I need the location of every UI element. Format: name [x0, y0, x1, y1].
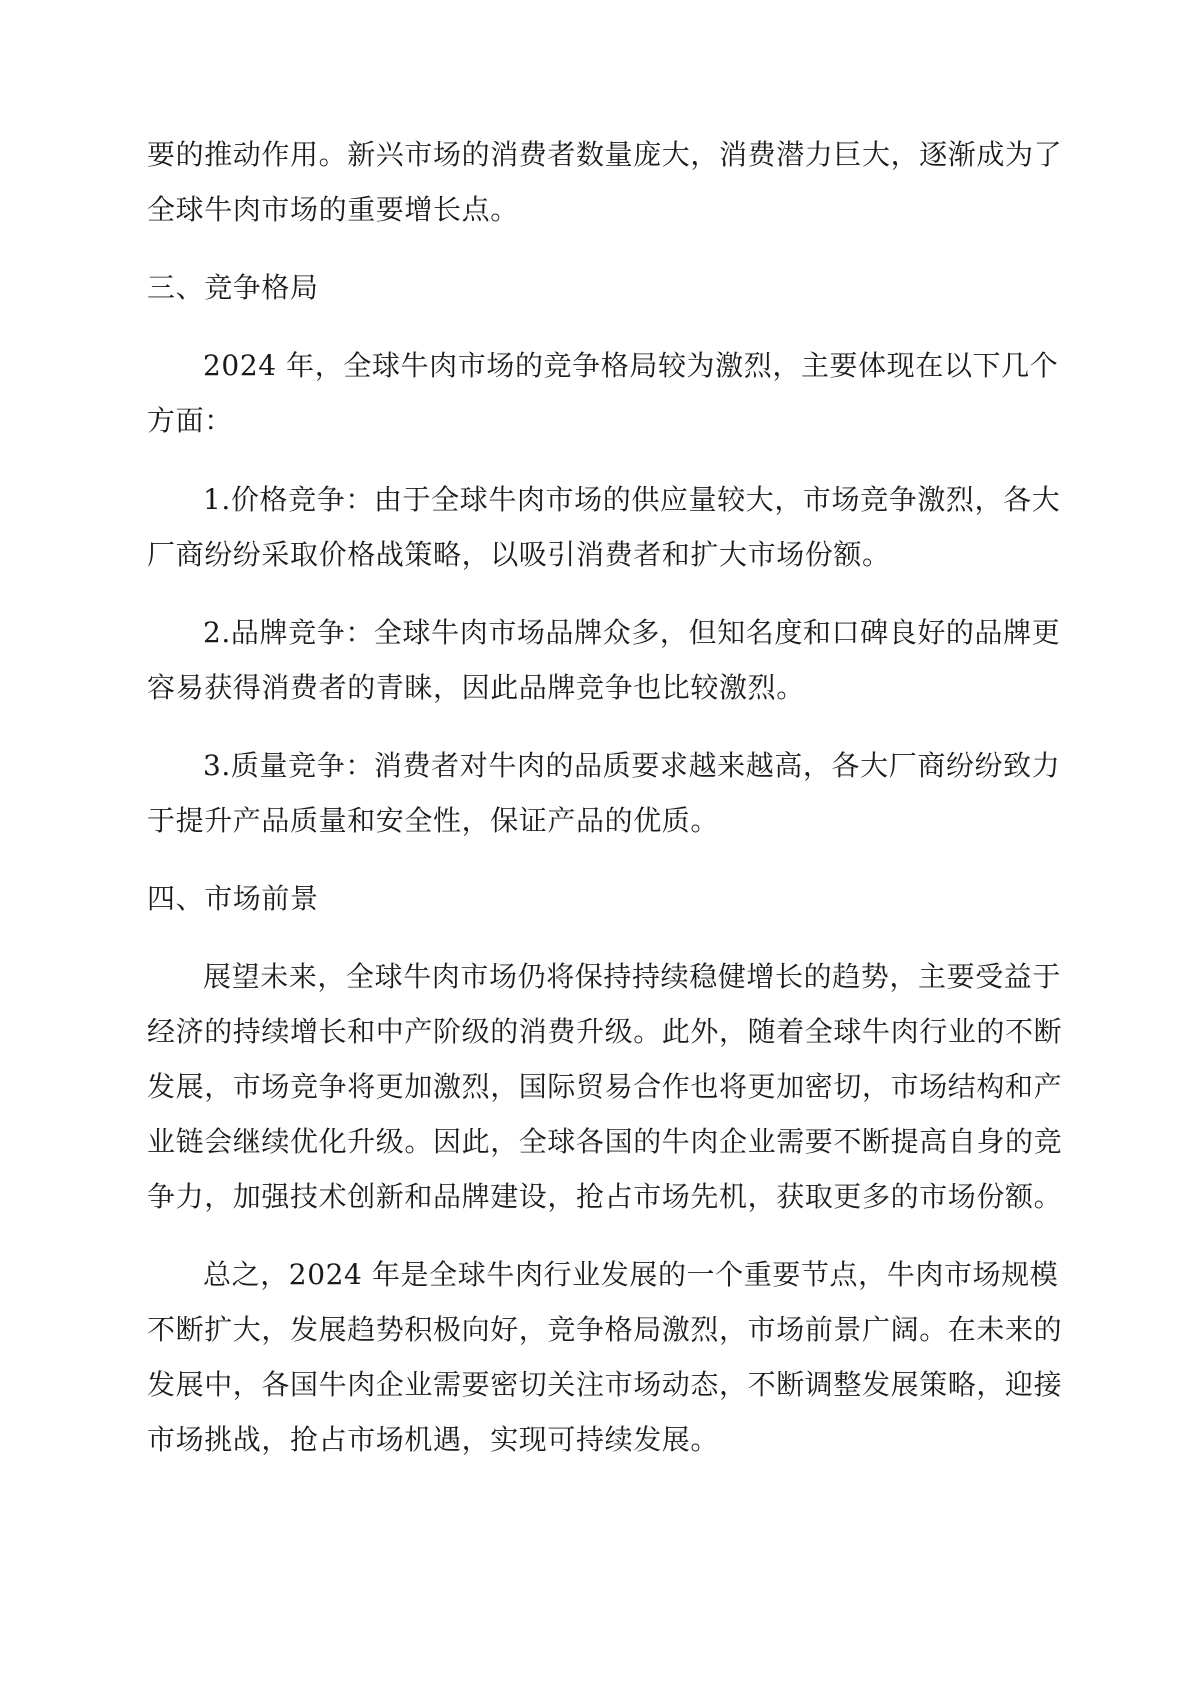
paragraph-line: 方面：: [147, 404, 233, 437]
paragraph-line: 争力，加强技术创新和品牌建设，抢占市场先机，获取更多的市场份额。: [147, 1180, 1063, 1213]
paragraph-line: 发展，市场竞争将更加激烈，国际贸易合作也将更加密切，市场结构和产: [147, 1070, 1063, 1103]
list-item-price: 1.价格竞争：由于全球牛肉市场的供应量较大，市场竞争激烈，各大: [203, 483, 1061, 516]
paragraph-line: 不断扩大，发展趋势积极向好，竞争格局激烈，市场前景广阔。在未来的: [147, 1313, 1063, 1346]
paragraph-line: 发展中，各国牛肉企业需要密切关注市场动态，不断调整发展策略，迎接: [147, 1368, 1063, 1401]
paragraph-line: 于提升产品质量和安全性，保证产品的优质。: [147, 804, 720, 837]
section-heading-competition: 三、竞争格局: [147, 271, 319, 304]
paragraph-line: 展望未来，全球牛肉市场仍将保持持续稳健增长的趋势，主要受益于: [203, 960, 1062, 993]
paragraph-line: 总之，2024 年是全球牛肉行业发展的一个重要节点，牛肉市场规模: [203, 1258, 1059, 1291]
paragraph-line: 业链会继续优化升级。因此，全球各国的牛肉企业需要不断提高自身的竞: [147, 1125, 1063, 1158]
section-heading-outlook: 四、市场前景: [147, 882, 319, 915]
paragraph-line: 容易获得消费者的青睐，因此品牌竞争也比较激烈。: [147, 671, 805, 704]
list-item-brand: 2.品牌竞争：全球牛肉市场品牌众多，但知名度和口碑良好的品牌更: [203, 616, 1061, 649]
paragraph-line: 全球牛肉市场的重要增长点。: [147, 193, 519, 226]
paragraph-line: 要的推动作用。新兴市场的消费者数量庞大，消费潜力巨大，逐渐成为了: [147, 138, 1063, 171]
paragraph-line: 经济的持续增长和中产阶级的消费升级。此外，随着全球牛肉行业的不断: [147, 1015, 1063, 1048]
paragraph-line: 市场挑战，抢占市场机遇，实现可持续发展。: [147, 1423, 720, 1456]
paragraph-line: 厂商纷纷采取价格战策略，以吸引消费者和扩大市场份额。: [147, 538, 891, 571]
list-item-quality: 3.质量竞争：消费者对牛肉的品质要求越来越高，各大厂商纷纷致力: [203, 749, 1061, 782]
paragraph-line: 2024 年，全球牛肉市场的竞争格局较为激烈，主要体现在以下几个: [203, 349, 1059, 382]
